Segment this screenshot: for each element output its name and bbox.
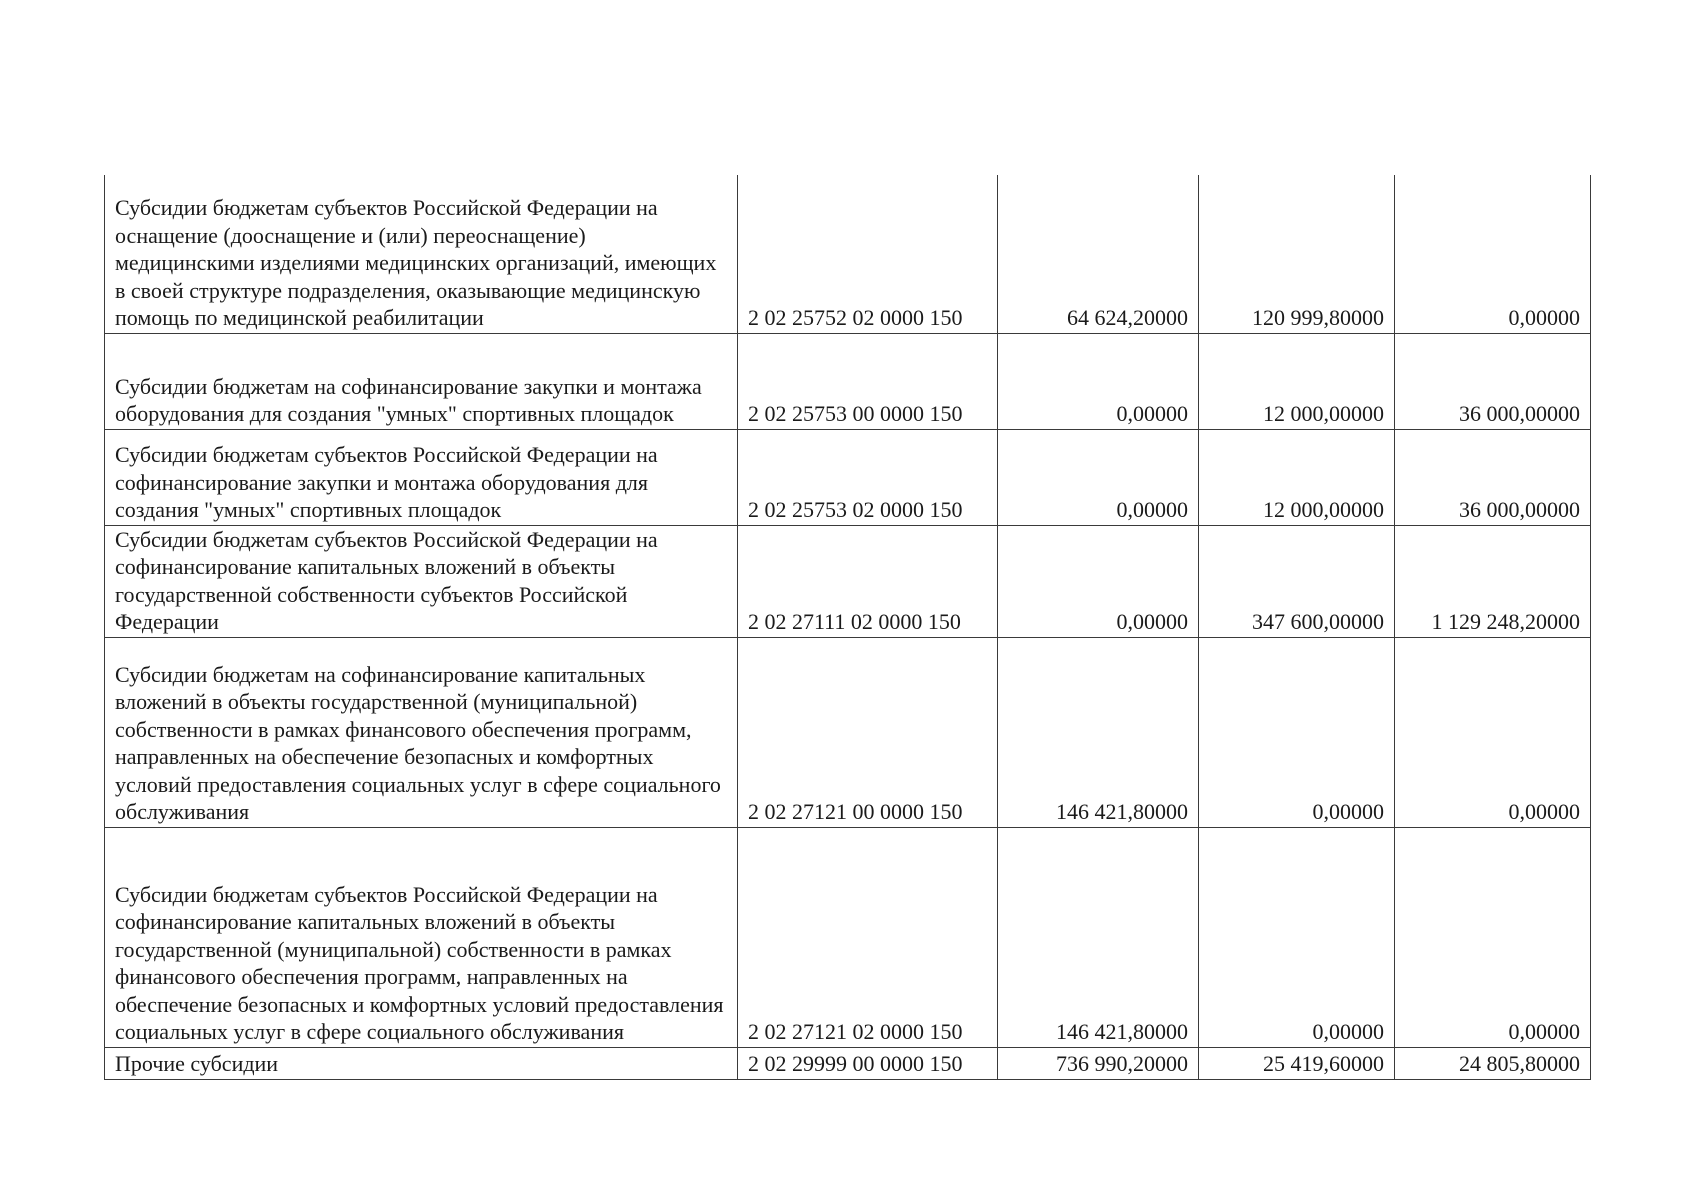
row-value-2: 120 999,80000 [1199, 175, 1395, 333]
table-row [105, 333, 1591, 429]
row-name: Субсидии бюджетам субъектов Российской Федерации на софинансирование капитальных вложений в объекты государственной (муниципальной) собственности в рамках финансового обеспечения программ, направленных на обеспечение безопасных и комфортных условий предоставления социальных услуг в сфере социального обслуживания [105, 827, 738, 1047]
row-value-1: 64 624,20000 [998, 175, 1199, 333]
row-name: Субсидии бюджетам субъектов Российской Федерации на софинансирование закупки и монтажа оборудования для создания "умных" спортивных площадок [105, 429, 738, 525]
row-name: Субсидии бюджетам субъектов Российской Федерации на софинансирование капитальных вложений в объекты государственной собственности субъектов Российской Федерации [105, 525, 738, 637]
budget-table [104, 175, 1591, 1080]
table-row [105, 827, 1591, 1047]
row-value-3: 0,00000 [1395, 637, 1591, 827]
row-code: 2 02 25753 00 0000 150 [738, 333, 998, 429]
row-value-3: 24 805,80000 [1395, 1047, 1591, 1079]
row-value-1: 0,00000 [998, 525, 1199, 637]
row-value-2: 347 600,00000 [1199, 525, 1395, 637]
row-value-2: 12 000,00000 [1199, 429, 1395, 525]
row-value-1: 146 421,80000 [998, 637, 1199, 827]
row-code: 2 02 27121 02 0000 150 [738, 827, 998, 1047]
row-code: 2 02 29999 00 0000 150 [738, 1047, 998, 1079]
row-code: 2 02 25752 02 0000 150 [738, 175, 998, 333]
row-value-3: 0,00000 [1395, 827, 1591, 1047]
table-row [105, 175, 1591, 333]
row-value-2: 25 419,60000 [1199, 1047, 1395, 1079]
table-row [105, 1047, 1591, 1079]
row-value-3: 36 000,00000 [1395, 429, 1591, 525]
row-name: Субсидии бюджетам на софинансирование капитальных вложений в объекты государственной (муниципальной) собственности в рамках финансового обеспечения программ, направленных на обеспечение безопасных и комфортных условий предоставления социальных услуг в сфере социального обслуживания [105, 637, 738, 827]
row-name: Субсидии бюджетам субъектов Российской Федерации на оснащение (дооснащение и (или) переоснащение) медицинскими изделиями медицинских организаций, имеющих в своей структуре подразделения, оказывающие медицинскую помощь по медицинской реабилитации [105, 175, 738, 333]
row-value-2: 12 000,00000 [1199, 333, 1395, 429]
row-value-3: 36 000,00000 [1395, 333, 1591, 429]
row-code: 2 02 25753 02 0000 150 [738, 429, 998, 525]
row-value-3: 0,00000 [1395, 175, 1591, 333]
row-code: 2 02 27111 02 0000 150 [738, 525, 998, 637]
row-value-1: 0,00000 [998, 333, 1199, 429]
row-value-2: 0,00000 [1199, 637, 1395, 827]
row-value-1: 736 990,20000 [998, 1047, 1199, 1079]
row-code: 2 02 27121 00 0000 150 [738, 637, 998, 827]
row-value-3: 1 129 248,20000 [1395, 525, 1591, 637]
row-value-2: 0,00000 [1199, 827, 1395, 1047]
row-value-1: 0,00000 [998, 429, 1199, 525]
table-row [105, 637, 1591, 827]
row-name: Прочие субсидии [105, 1047, 738, 1079]
row-name: Субсидии бюджетам на софинансирование закупки и монтажа оборудования для создания "умных" спортивных площадок [105, 333, 738, 429]
table-row [105, 525, 1591, 637]
row-value-1: 146 421,80000 [998, 827, 1199, 1047]
table-row [105, 429, 1591, 525]
